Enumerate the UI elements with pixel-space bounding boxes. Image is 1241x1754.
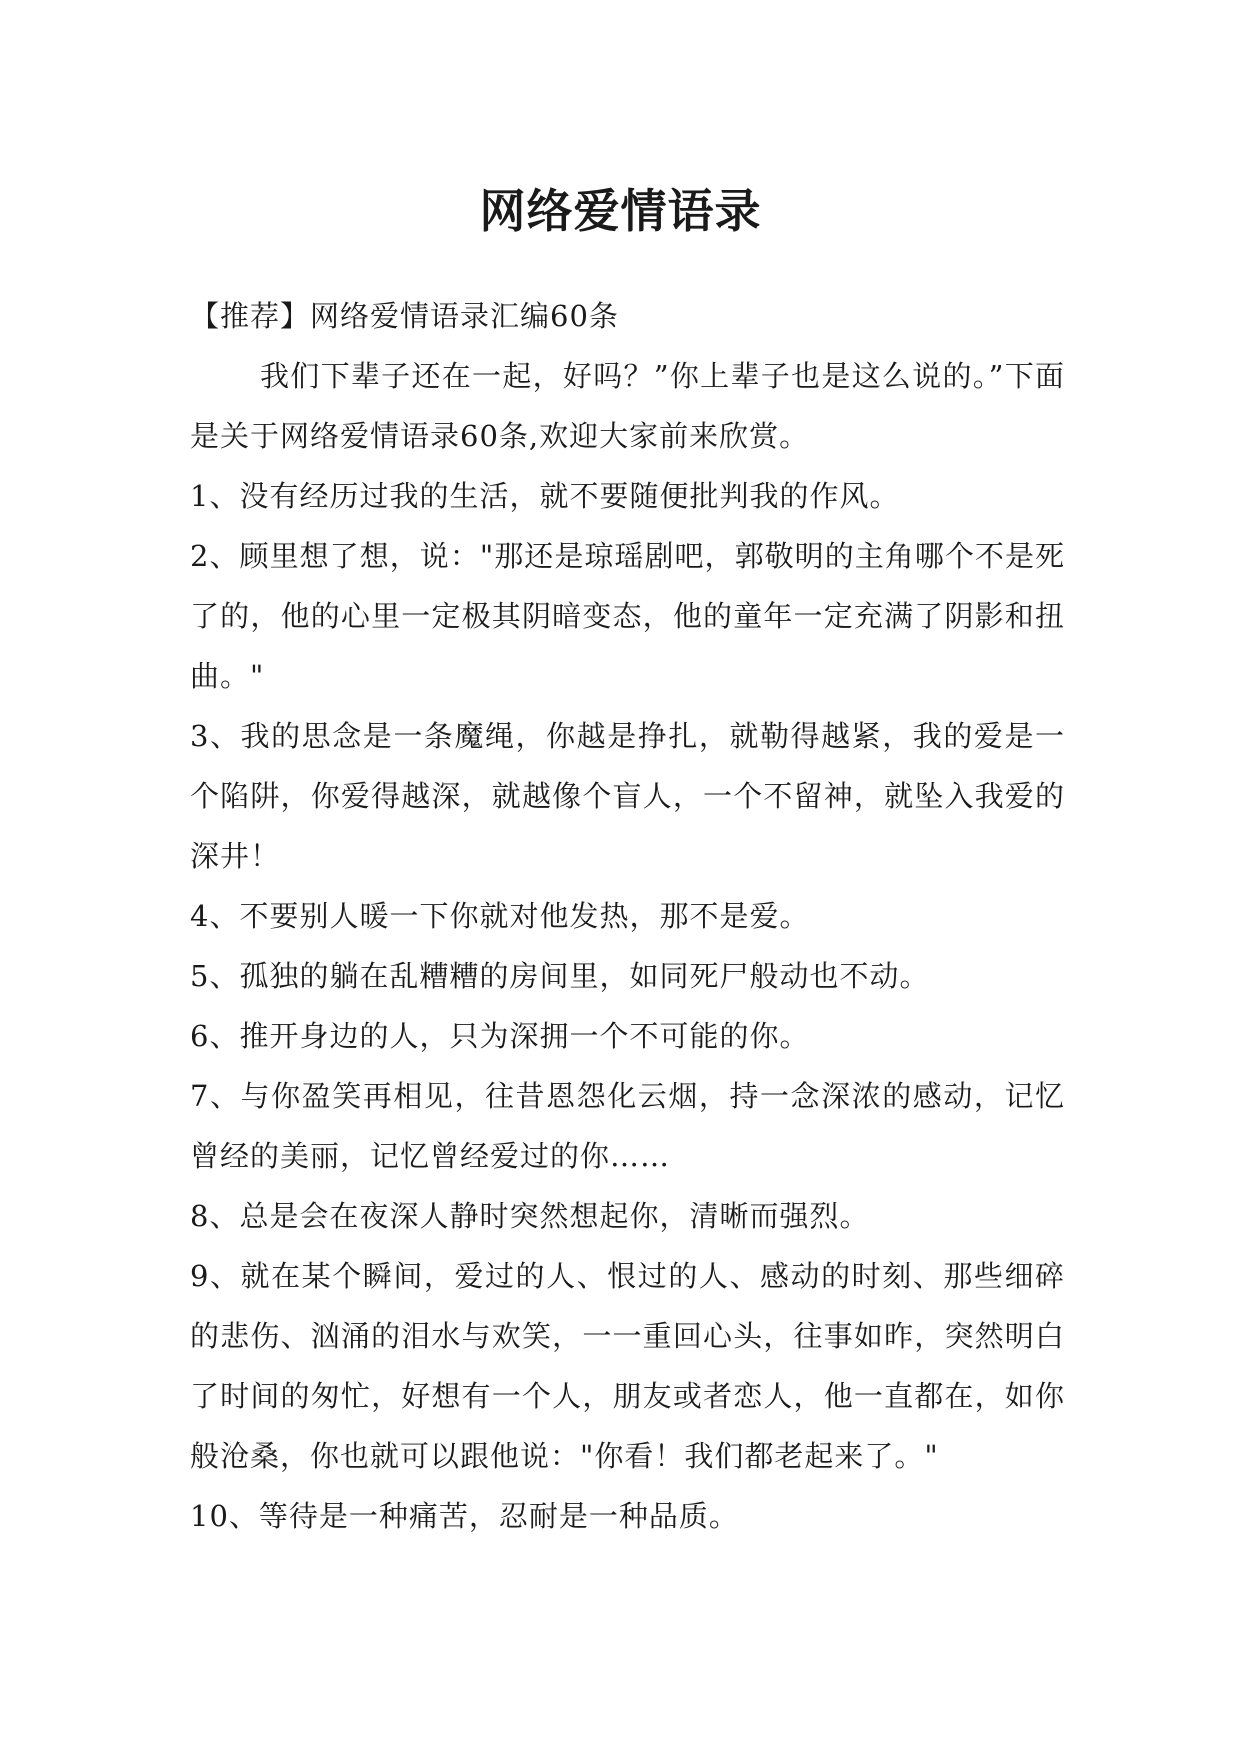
quote-item-2: 2、顾里想了想，说："那还是琼瑶剧吧，郭敬明的主角哪个不是死了的，他的心里一定极其阴暗变态，他的童年一定充满了阴影和扭曲。" — [190, 539, 1065, 693]
quote-item-3: 3、我的思念是一条魔绳，你越是挣扎，就勒得越紧，我的爱是一个陷阱，你爱得越深，就越像个盲人，一个不留神，就坠入我爱的深井！ — [190, 719, 1065, 873]
page-title: 网络爱情语录 — [479, 183, 762, 238]
intro-paragraph: 我们下辈子还在一起，好吗？”你上辈子也是这么说的。”下面是关于网络爱情语录60条,欢迎大家前来欣赏。 — [190, 359, 1065, 453]
quote-item-9: 9、就在某个瞬间，爱过的人、恨过的人、感动的时刻、那些细碎的悲伤、汹涌的泪水与欢笑，一一重回心头，往事如昨，突然明白了时间的匆忙，好想有一个人，朋友或者恋人，他一直都在，如你般沧桑，你也就可以跟他说："你看！我们都老起来了。" — [190, 1259, 1065, 1473]
document-body — [190, 286, 1065, 1546]
quote-item-6: 6、推开身边的人，只为深拥一个不可能的你。 — [190, 1019, 810, 1053]
quote-item-5: 5、孤独的躺在乱糟糟的房间里，如同死尸般动也不动。 — [190, 959, 930, 993]
quote-item-1: 1、没有经历过我的生活，就不要随便批判我的作风。 — [190, 479, 900, 513]
quote-item-10: 10、等待是一种痛苦，忍耐是一种品质。 — [190, 1499, 739, 1533]
quote-item-4: 4、不要别人暖一下你就对他发热，那不是爱。 — [190, 899, 810, 933]
quote-item-7: 7、与你盈笑再相见，往昔恩怨化云烟，持一念深浓的感动，记忆曾经的美丽，记忆曾经爱过的你…… — [190, 1079, 1065, 1173]
subtitle: 【推荐】网络爱情语录汇编60条 — [190, 299, 619, 333]
quote-item-8: 8、总是会在夜深人静时突然想起你，清晰而强烈。 — [190, 1199, 870, 1233]
